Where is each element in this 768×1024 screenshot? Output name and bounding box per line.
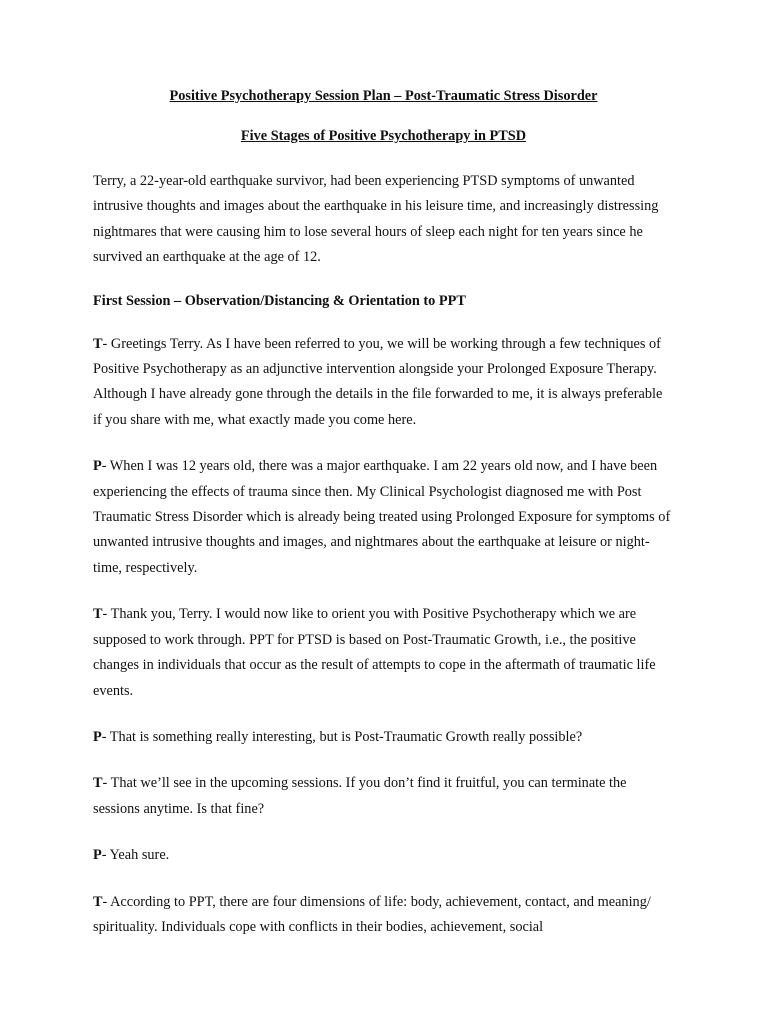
dialogue-line-therapist: [93, 602, 674, 704]
session-heading: First Session – Observation/Distancing & Orientation to PPT: [93, 292, 466, 309]
speaker-label: P: [93, 847, 102, 864]
dialogue-text: - Yeah sure.: [101, 847, 170, 864]
speaker-label: T: [93, 335, 103, 352]
speaker-label: P: [93, 728, 102, 745]
dialogue-text: - When I was 12 years old, there was a major earthquake. I am 22 years old now, and I have been experiencing the effects of trauma since then. My Clinical Psychologist diagnosed me with Post Traumatic Stress Disorder which is already being treated using Prolonged Exposure for symptoms of unwanted intrusive thoughts and images, and nightmares about the earthquake at leisure or night-time, respectively.: [93, 458, 671, 576]
dialogue-text: - According to PPT, there are four dimensions of life: body, achievement, contact, and meaning/ spirituality. Individuals cope with conflicts in their bodies, achievement, social: [93, 893, 651, 935]
document-title: Positive Psychotherapy Session Plan – Post-Traumatic Stress Disorder: [169, 88, 598, 104]
document-subtitle: Five Stages of Positive Psychotherapy in PTSD: [240, 128, 527, 144]
speaker-label: T: [93, 775, 103, 792]
speaker-label: T: [93, 606, 103, 623]
dialogue-line-therapist: [93, 332, 674, 434]
dialogue-line-therapist: [93, 771, 674, 822]
dialogue-line-patient: [93, 843, 674, 868]
dialogue-text: - That is something really interesting, but is Post-Traumatic Growth really possible?: [101, 728, 583, 745]
intro-paragraph: Terry, a 22-year-old earthquake survivor, had been experiencing PTSD symptoms of unwanted intrusive thoughts and images about the earthquake in his leisure time, and increasingly distressing nightmares that were causing him to lose several hours of sleep each night for ten years since he survived an earthquake at the age of 12.: [93, 173, 659, 266]
dialogue-text: - Greetings Terry. As I have been referred to you, we will be working through a few techniques of Positive Psychotherapy as an adjunctive intervention alongside your Prolonged Exposure Therapy. Although I have already gone through the details in the file forwarded to me, it is always preferable if you share with me, what exactly made you come here.: [93, 335, 663, 428]
speaker-label: P: [93, 458, 102, 475]
dialogue-text: - That we’ll see in the upcoming sessions. If you don’t find it fruitful, you can terminate the sessions anytime. Is that fine?: [93, 775, 627, 817]
dialogue-text: - Thank you, Terry. I would now like to orient you with Positive Psychotherapy which we are supposed to work through. PPT for PTSD is based on Post-Traumatic Growth, i.e., the positive changes in individuals that occur as the result of attempts to cope in the aftermath of traumatic life events.: [93, 606, 656, 699]
dialogue-line-therapist: [93, 890, 674, 941]
speaker-label: T: [93, 893, 103, 910]
dialogue-line-patient: [93, 454, 674, 581]
dialogue-line-patient: [93, 725, 674, 750]
